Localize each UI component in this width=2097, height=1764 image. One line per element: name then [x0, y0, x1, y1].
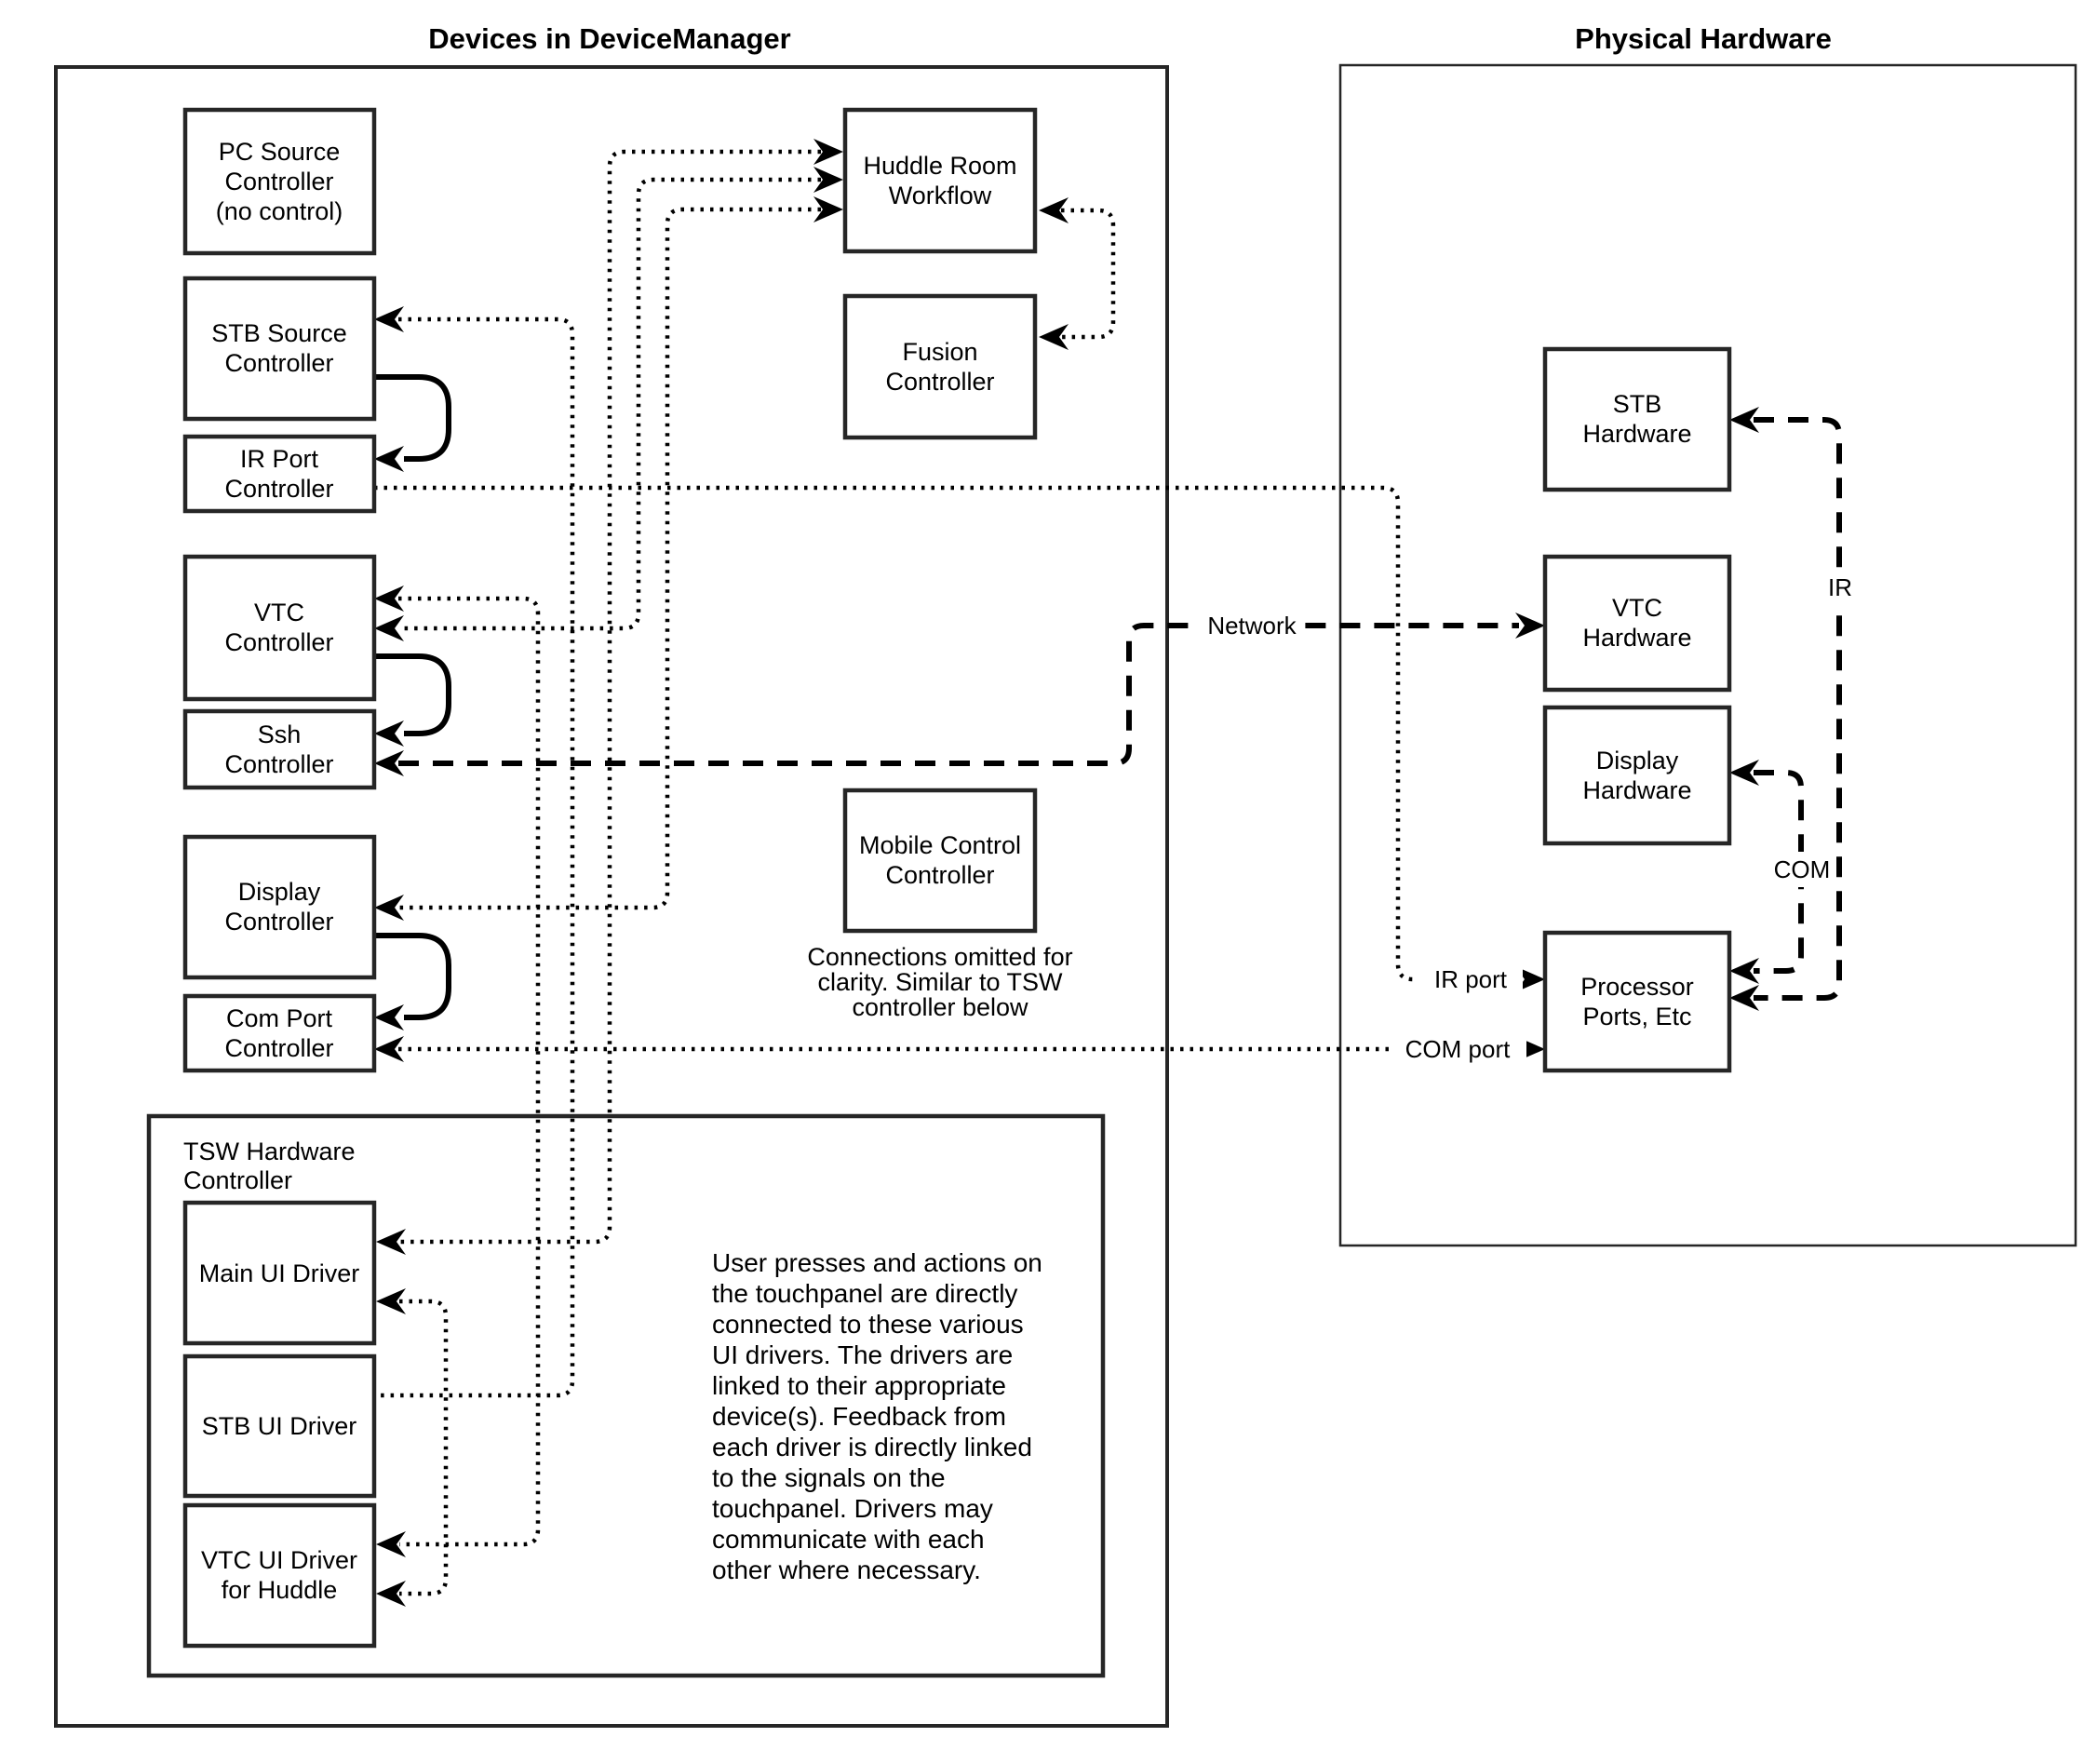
- main-ui-driver-label: Main UI Driver: [198, 1259, 360, 1287]
- stb-ui-driver-box: [185, 1356, 374, 1496]
- physical-hardware-title: Physical Hardware: [1575, 22, 1832, 55]
- connector-vtc-hardware-arrowhead: [1515, 613, 1545, 639]
- mobile-control-controller-box: [845, 790, 1035, 931]
- fusion-label-2: Controller: [885, 368, 995, 396]
- connector-stb-source-ir-port: [374, 377, 449, 472]
- physical-hardware-section: [1545, 349, 1729, 1071]
- connector-vtc-lower-arrowhead: [374, 615, 404, 641]
- mobile-caption: [807, 943, 1072, 1021]
- connections-solid: [374, 377, 449, 1030]
- vtc-hardware-label-1: VTC: [1612, 594, 1662, 622]
- processor-ports-label-2: Ports, Etc: [1582, 1003, 1692, 1030]
- tsw-note-line-8: to the signals on the: [712, 1463, 946, 1492]
- tsw-note-line-4: UI drivers. The drivers are: [712, 1340, 1014, 1369]
- tsw-note: [712, 1248, 1042, 1584]
- device-manager-title: Devices in DeviceManager: [428, 22, 791, 55]
- ssh-controller-label-1: Ssh: [257, 720, 302, 748]
- vtc-controller-label-1: VTC: [254, 599, 304, 626]
- connector-ir: [1729, 407, 1862, 1011]
- device-manager-section: [183, 110, 1073, 1646]
- vtc-hardware-label-2: Hardware: [1582, 624, 1692, 652]
- connector-main-ui-vtc-ui: [376, 1288, 446, 1607]
- pc-source-label-1: PC Source: [218, 138, 341, 166]
- stb-source-label-1: STB Source: [211, 319, 347, 347]
- ir-port-controller-label-2: Controller: [224, 475, 334, 503]
- display-controller-label-2: Controller: [224, 908, 334, 936]
- display-hardware-box: [1545, 707, 1729, 843]
- tsw-note-line-10: communicate with each: [712, 1525, 985, 1554]
- ir-port-label: IR port: [1433, 965, 1508, 993]
- pc-source-controller-box: [185, 110, 374, 253]
- mobile-label-2: Controller: [885, 861, 995, 889]
- network-label: Network: [1207, 612, 1297, 640]
- fusion-label-1: Fusion: [902, 338, 978, 366]
- fusion-controller-box: [845, 296, 1035, 438]
- tsw-label-2: Controller: [183, 1166, 293, 1194]
- connector-network: [374, 609, 1545, 776]
- mobile-label-1: Mobile Control: [858, 831, 1022, 859]
- tsw-note-line-5: linked to their appropriate: [712, 1371, 1006, 1400]
- tsw-section: [183, 1138, 1042, 1646]
- connector-vtc-controller-vtc-ui: [374, 586, 538, 1557]
- connector-ssh-arrowhead: [374, 720, 404, 747]
- tsw-note-line-3: connected to these various: [712, 1310, 1024, 1339]
- tsw-note-line-7: each driver is directly linked: [712, 1433, 1032, 1461]
- mobile-caption-1: Connections omitted for: [807, 943, 1073, 971]
- connector-com: [1729, 760, 1835, 984]
- connector-stb-source-stb-ui: [374, 306, 572, 1395]
- com-port-controller-label-2: Controller: [224, 1034, 334, 1062]
- stb-hardware-box: [1545, 349, 1729, 490]
- ssh-controller-box: [185, 711, 374, 788]
- com-port-controller-label-1: Com Port: [225, 1004, 333, 1032]
- display-hardware-label-2: Hardware: [1582, 776, 1692, 804]
- tsw-note-line-2: the touchpanel are directly: [712, 1279, 1018, 1308]
- stb-source-controller-box: [185, 278, 374, 419]
- pc-source-label-2: Controller: [224, 168, 334, 195]
- processor-ports-box: [1545, 933, 1729, 1071]
- stb-source-label-2: Controller: [224, 349, 334, 377]
- huddle-label-2: Workflow: [888, 182, 992, 209]
- vtc-hardware-box: [1545, 557, 1729, 690]
- display-controller-label-1: Display: [237, 878, 321, 906]
- connector-vtc-ui-upper-arrowhead: [376, 1531, 406, 1557]
- ssh-controller-label-2: Controller: [224, 750, 334, 778]
- tsw-note-line-9: touchpanel. Drivers may: [712, 1494, 993, 1523]
- mobile-caption-2: clarity. Similar to TSW: [817, 968, 1063, 996]
- tsw-note-line-6: device(s). Feedback from: [712, 1402, 1006, 1431]
- stb-hardware-label-1: STB: [1612, 390, 1662, 418]
- connector-huddle-fusion: [1039, 197, 1113, 350]
- connector-huddle-vtc-controller: [374, 167, 843, 641]
- mobile-caption-3: controller below: [852, 993, 1028, 1021]
- vtc-ui-driver-box: [185, 1505, 374, 1646]
- vtc-controller-box: [185, 557, 374, 699]
- stb-ui-driver-label: STB UI Driver: [201, 1412, 357, 1440]
- connector-vtc-ssh: [374, 656, 449, 747]
- connector-huddle-display-controller: [374, 196, 843, 921]
- com-port-label: COM port: [1405, 1035, 1511, 1063]
- display-hardware-label-1: Display: [1595, 747, 1679, 774]
- connector-display-com-port: [374, 936, 449, 1030]
- vtc-ui-driver-label-2: for Huddle: [221, 1576, 338, 1604]
- vtc-controller-label-2: Controller: [224, 628, 334, 656]
- ir-label: IR: [1828, 573, 1852, 601]
- display-controller-box: [185, 837, 374, 977]
- pc-source-label-3: (no control): [215, 197, 343, 225]
- stb-hardware-label-2: Hardware: [1582, 420, 1692, 448]
- huddle-room-workflow-box: [845, 110, 1035, 251]
- vtc-ui-driver-label-1: VTC UI Driver: [201, 1546, 357, 1574]
- tsw-note-line-1: User presses and actions on: [712, 1248, 1042, 1277]
- connector-com-port-processor: [374, 1032, 1545, 1066]
- ir-port-controller-label-1: IR Port: [239, 445, 319, 473]
- ir-port-controller-box: [185, 437, 374, 511]
- tsw-label-1: TSW Hardware: [183, 1138, 356, 1165]
- com-port-controller-box: [185, 996, 374, 1071]
- tsw-note-line-11: other where necessary.: [712, 1555, 981, 1584]
- main-ui-driver-box: [185, 1203, 374, 1343]
- huddle-label-1: Huddle Room: [863, 152, 1017, 180]
- connector-display-arrowhead: [374, 895, 404, 921]
- connector-com-port-arrowhead: [374, 1004, 404, 1030]
- com-label: COM: [1773, 855, 1831, 883]
- processor-ports-label-1: Processor: [1580, 973, 1694, 1001]
- connector-ir-port-arrowhead: [374, 446, 404, 472]
